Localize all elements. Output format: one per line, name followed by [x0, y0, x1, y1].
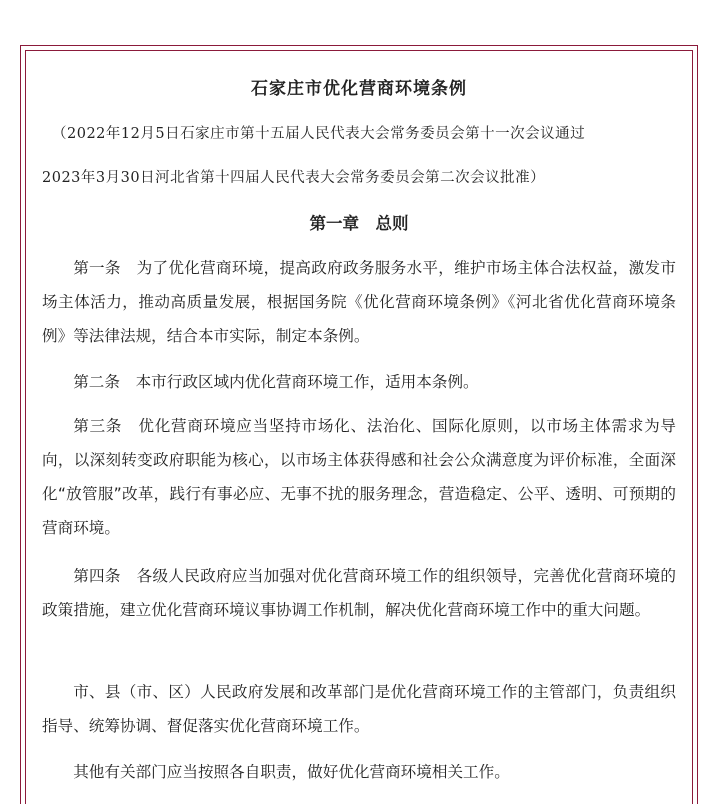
document-title: 石家庄市优化营商环境条例 — [251, 79, 467, 99]
article-4-paragraph: 第四条 各级人民政府应当加强对优化营商环境工作的组织领导，完善优化营商环境的政策措施，建立优化营商环境议事协调工作机制，解决优化营商环境工作中的重大问题。 — [42, 567, 676, 619]
article-1-paragraph: 第一条 为了优化营商环境，提高政府政务服务水平，维护市场主体合法权益，激发市场主体活力，推动高质量发展，根据国务院《优化营商环境条例》《河北省优化营商环境条例》等法律法规，结合本市实际，制定本条例。 — [42, 259, 676, 345]
chapter-heading: 第一章 总则 — [309, 214, 409, 233]
adoption-note-line-2: 2023年3月30日河北省第十四届人民代表大会常务委员会第二次会议批准） — [42, 170, 546, 186]
article-4-paragraph-3: 其他有关部门应当按照各自职责，做好优化营商环境相关工作。 — [73, 763, 510, 781]
adoption-note-line-1: （2022年12月5日石家庄市第十五届人民代表大会常务委员会第十一次会议通过 — [52, 126, 586, 142]
article-3-paragraph: 第三条 优化营商环境应当坚持市场化、法治化、国际化原则，以市场主体需求为导向，以深刻转变政府职能为核心，以市场主体获得感和社会公众满意度为评价标准，全面深化“放管服”改革，践行有事必应、无事不扰的服务理念，营造稳定、公平、透明、可预期的营商环境。 — [42, 417, 676, 537]
article-4-paragraph-2: 市、县（市、区）人民政府发展和改革部门是优化营商环境工作的主管部门，负责组织指导、统筹协调、督促落实优化营商环境工作。 — [42, 683, 676, 735]
article-2-paragraph: 第二条 本市行政区域内优化营商环境工作，适用本条例。 — [73, 373, 479, 391]
